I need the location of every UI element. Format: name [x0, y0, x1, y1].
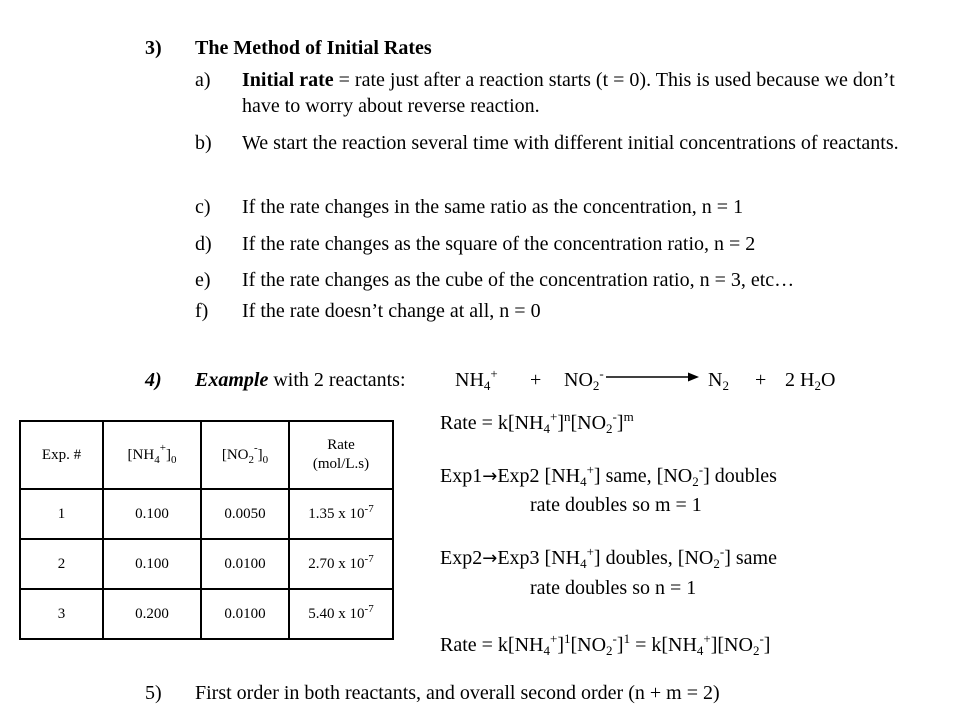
cell-exp: 3	[20, 589, 103, 639]
section-5-number: 5)	[145, 682, 162, 704]
exp2-to-exp3-comparison: Exp2→Exp3 $[NH_4^+]$ doubles, $[NO_2^-]$ same	[440, 544, 777, 571]
product-nitrogen: $N_2$	[708, 369, 729, 393]
item-a-lead: Initial rate	[242, 69, 334, 91]
section-3-title: The Method of Initial Rates	[195, 37, 432, 59]
section-3-number: 3)	[145, 37, 162, 59]
item-e-text: If the rate changes as the cube of the concentration ratio, n = 3, etc…	[242, 269, 795, 291]
rate-law-general: Rate = $k[NH_4^+]^n[NO_2^-]^m$	[440, 409, 634, 436]
product-water: 2 $H_2O$	[785, 369, 836, 393]
plus-sign-2: +	[755, 369, 767, 391]
item-b-text: We start the reaction several time with different initial concentrations of reactants.	[242, 132, 899, 154]
table-row	[20, 589, 393, 639]
section-4-number: 4)	[145, 369, 162, 391]
item-d-text: If the rate changes as the square of the concentration ratio, n = 2	[242, 233, 756, 255]
cell-no2: 0.0100	[201, 539, 289, 589]
cell-nh4: 0.100	[103, 489, 201, 539]
reactant-ammonium: $NH_4^+$	[455, 366, 498, 393]
section-5-text: First order in both reactants, and overall second order (n + m = 2)	[195, 682, 720, 704]
section-4-lead: Example	[195, 369, 269, 391]
cell-rate: 1.35 x $10^{-7}$	[289, 489, 393, 539]
item-f-label: f)	[195, 300, 209, 322]
item-b-label: b)	[195, 132, 212, 154]
cell-no2: 0.0050	[201, 489, 289, 539]
item-d-label: d)	[195, 233, 212, 255]
cell-nh4: 0.100	[103, 539, 201, 589]
item-e-label: e)	[195, 269, 211, 291]
item-a-text	[242, 67, 922, 119]
cell-no2: 0.0100	[201, 589, 289, 639]
header-no2-concentration: $[NO_2^-]_0$	[201, 421, 289, 489]
cell-nh4: 0.200	[103, 589, 201, 639]
right-arrow-icon: →	[482, 548, 498, 569]
cell-exp: 2	[20, 539, 103, 589]
item-a-body: = rate just after a reaction starts (t = 0). This is used because we don’t have to worry about reverse reaction.	[242, 69, 895, 117]
item-f-text: If the rate doesn’t change at all, n = 0	[242, 300, 541, 322]
cell-rate: 5.40 x $10^{-7}$	[289, 589, 393, 639]
plus-sign-1: +	[530, 369, 542, 391]
header-nh4-concentration: $[NH_4^+]_0$	[103, 421, 201, 489]
table-row	[20, 489, 393, 539]
section-4-text: with 2 reactants:	[268, 369, 406, 391]
item-a-label: a)	[195, 69, 211, 91]
exp2-conclusion: rate doubles so n = 1	[530, 577, 697, 599]
item-c-text: If the rate changes in the same ratio as the concentration, n = 1	[242, 196, 744, 218]
section-4-heading	[195, 367, 406, 393]
right-arrow-icon: →	[482, 466, 498, 487]
exp1-conclusion: rate doubles so m = 1	[530, 494, 702, 516]
header-rate	[289, 421, 393, 489]
experiment-table	[19, 420, 394, 640]
rate-law-final: Rate = $k[NH_4^+]^1[NO_2^-]^1 = k[NH_4^+][NO_2^-]$	[440, 631, 771, 658]
header-rate-label: Rate (mol/L.s)	[312, 437, 370, 472]
cell-rate: 2.70 x $10^{-7}$	[289, 539, 393, 589]
table-row	[20, 539, 393, 589]
reactant-nitrite: $NO_2^-$	[564, 366, 604, 393]
cell-exp: 1	[20, 489, 103, 539]
table-header-row	[20, 421, 393, 489]
header-exp-number: Exp. #	[20, 421, 103, 489]
exp1-to-exp2-comparison: Exp1→Exp2 $[NH_4^+]$ same, $[NO_2^-]$ doubles	[440, 462, 777, 489]
reaction-arrow-icon	[604, 370, 700, 384]
item-c-label: c)	[195, 196, 211, 218]
